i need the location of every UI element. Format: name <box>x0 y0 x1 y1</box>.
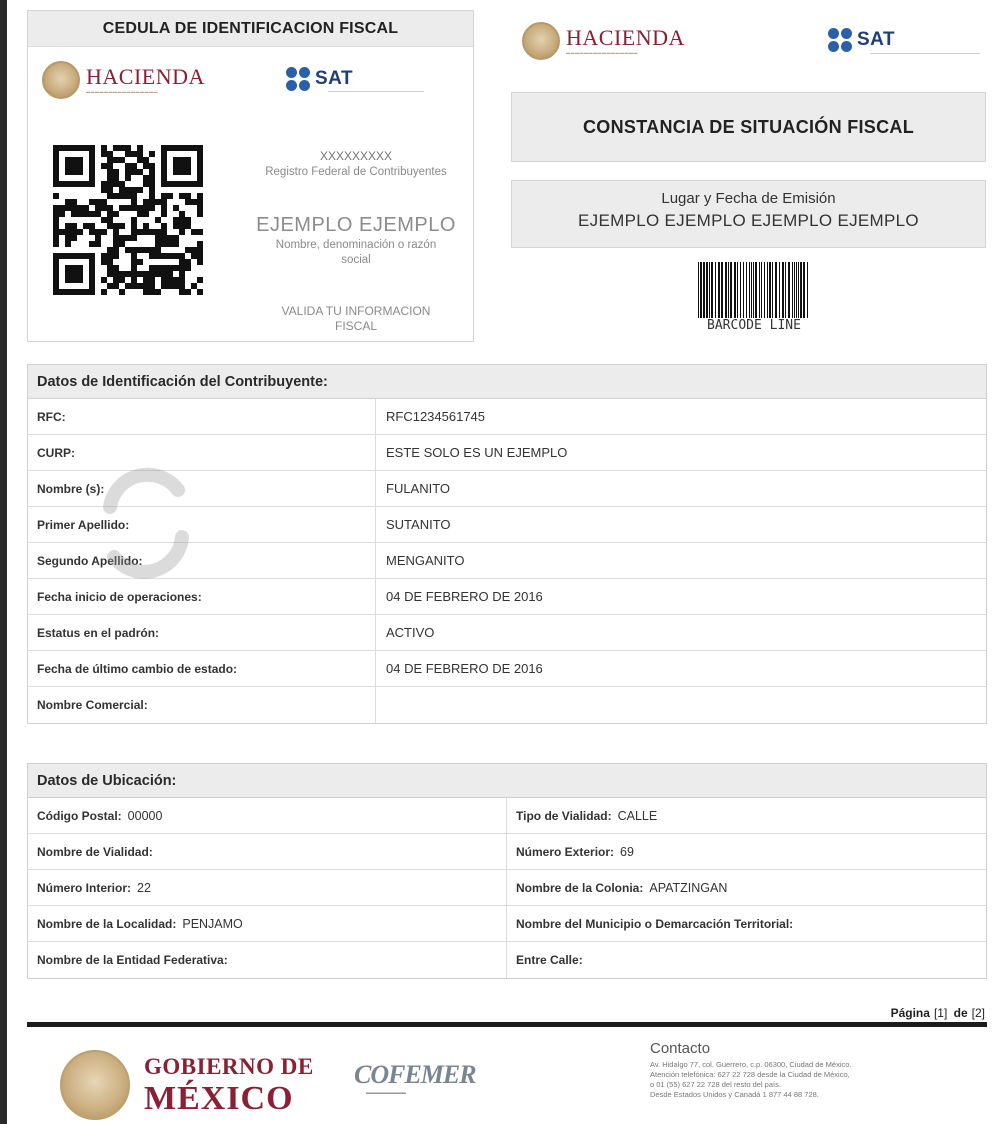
field-label: Entre Calle: <box>516 953 583 967</box>
field-value: 04 DE FEBRERO DE 2016 <box>386 661 543 676</box>
field-value: 69 <box>620 844 634 859</box>
field-value: 22 <box>137 880 151 895</box>
cedula-name: EJEMPLO EJEMPLO <box>256 214 456 236</box>
page-number-label: Página <box>890 1006 930 1020</box>
table-row <box>28 870 986 906</box>
header-hacienda-seal-icon <box>522 22 560 60</box>
field-label: Nombre del Municipio o Demarcación Territorial: <box>516 916 794 931</box>
field-label: Tipo de Vialidad: <box>516 808 612 823</box>
hacienda-seal-icon <box>42 61 80 99</box>
ubicacion-section <box>27 763 987 979</box>
field-label: Fecha inicio de operaciones: <box>28 579 376 614</box>
field-value: RFC1234561745 <box>386 409 486 424</box>
field-value: ESTE SOLO ES UN EJEMPLO <box>386 445 568 460</box>
table-row <box>28 942 986 978</box>
field-value: APATZINGAN <box>649 880 728 895</box>
location-cell <box>507 870 986 905</box>
table-row <box>28 834 986 870</box>
field-label: Estatus en el padrón: <box>28 615 376 650</box>
lugar-fecha-box <box>511 180 986 248</box>
contacto-line: o 01 (55) 627 22 728 del resto del país. <box>650 1080 781 1089</box>
field-label: Primer Apellido: <box>28 507 376 542</box>
field-value: 04 DE FEBRERO DE 2016 <box>386 589 543 604</box>
field-label: CURP: <box>28 435 376 470</box>
gobierno-seal-icon <box>60 1050 130 1120</box>
header-sat-logo <box>828 28 895 52</box>
header-hacienda-logo <box>522 22 685 60</box>
field-label: Fecha de último cambio de estado: <box>28 651 376 686</box>
cedula-name-label-line-1: Nombre, denominación o razón <box>275 239 437 251</box>
page-number <box>891 1006 985 1020</box>
identificacion-heading: Datos de Identificación del Contribuyente: <box>28 365 986 399</box>
field-label: Nombre de Vialidad: <box>37 844 153 859</box>
cedula-card <box>27 10 474 342</box>
header-sat-dots-icon <box>828 28 852 52</box>
cedula-rfc-label: Registro Federal de Contribuyentes <box>265 166 447 178</box>
cofemer-logo <box>354 1060 476 1096</box>
contacto-block <box>650 1040 990 1100</box>
location-cell <box>507 906 986 941</box>
sat-wordmark: SAT <box>315 68 354 89</box>
location-cell <box>28 906 507 941</box>
header-hacienda-wordmark: HACIENDA <box>566 25 685 50</box>
field-label: Nombre de la Entidad Federativa: <box>37 953 228 967</box>
sat-dots-icon <box>286 67 310 91</box>
field-label: Nombre de la Localidad: <box>37 916 177 931</box>
field-label: Número Interior: <box>37 880 132 895</box>
field-label: Nombre Comercial: <box>28 687 376 723</box>
location-cell <box>28 942 507 978</box>
gobierno-wordmark-1: GOBIERNO DE <box>144 1054 314 1079</box>
field-value: FULANITO <box>386 481 451 496</box>
qr-code-icon <box>52 145 204 295</box>
page-number-of: de <box>953 1006 968 1020</box>
table-row <box>28 798 986 834</box>
constancia-title: CONSTANCIA DE SITUACIÓN FISCAL <box>511 92 986 162</box>
field-label: Código Postal: <box>37 808 122 823</box>
cedula-rfc: XXXXXXXXX <box>319 149 393 163</box>
location-cell <box>507 942 986 978</box>
watermark-refresh-icon <box>90 452 200 592</box>
sat-logo <box>286 67 353 91</box>
field-value: ACTIVO <box>386 625 435 640</box>
barcode-text: BARCODE LINE <box>707 318 801 333</box>
location-cell <box>507 798 986 833</box>
location-cell <box>28 870 507 905</box>
lugar-fecha-value: EJEMPLO EJEMPLO EJEMPLO EJEMPLO <box>578 211 919 230</box>
cofemer-tagline-decoration: ▬▬▬▬▬▬▬▬ <box>366 1090 406 1096</box>
cedula-title: CEDULA DE IDENTIFICACION FISCAL <box>28 11 473 47</box>
location-cell <box>507 834 986 869</box>
page-left-edge <box>0 0 7 1124</box>
gobierno-wordmark-2: MÉXICO <box>144 1080 294 1117</box>
field-value: CALLE <box>617 808 658 823</box>
contacto-line: Desde Estados Unidos y Canadá 1 877 44 88 728. <box>650 1090 819 1099</box>
field-label: Nombre (s): <box>28 471 376 506</box>
valida-line-1: VALIDA TU INFORMACION <box>281 304 431 318</box>
location-cell <box>28 834 507 869</box>
contacto-line: Av. Hidalgo 77, col. Guerrero, c.p. 06300, Ciudad de México. <box>650 1060 852 1069</box>
page-number-total: [2] <box>971 1006 985 1020</box>
table-row <box>28 906 986 942</box>
field-value: 00000 <box>127 808 163 823</box>
table-row <box>28 687 986 723</box>
barcode-icon <box>698 262 808 318</box>
cedula-name-label <box>236 238 476 268</box>
field-label: Segundo Apellido: <box>28 543 376 578</box>
ubicacion-heading: Datos de Ubicación: <box>28 764 986 798</box>
page-number-current: [1] <box>933 1006 948 1020</box>
contacto-title: Contacto <box>650 1040 711 1057</box>
header-sat-wordmark: SAT <box>857 29 896 50</box>
valida-line-2: FISCAL <box>334 319 377 333</box>
contacto-line: Atención telefónica: 627 22 728 desde la Ciudad de México, <box>650 1070 850 1079</box>
field-label: Número Exterior: <box>516 844 615 859</box>
lugar-fecha-label: Lugar y Fecha de Emisión <box>661 190 836 207</box>
table-row <box>28 651 986 687</box>
location-cell <box>28 798 507 833</box>
cedula-name-label-line-2: social <box>341 254 371 266</box>
footer-divider <box>27 1022 987 1027</box>
field-value: SUTANITO <box>386 517 451 532</box>
table-row <box>28 399 986 435</box>
sat-tagline-decoration <box>328 91 424 92</box>
table-row <box>28 615 986 651</box>
field-value: PENJAMO <box>182 916 243 931</box>
field-label: Nombre de la Colonia: <box>516 880 644 895</box>
hacienda-wordmark: HACIENDA <box>86 64 205 89</box>
hacienda-logo <box>42 61 205 99</box>
header-sat-tagline-decoration <box>870 53 980 54</box>
field-label: RFC: <box>28 399 376 434</box>
hacienda-tagline-decoration: ▬▬▬▬▬▬▬▬▬▬▬▬▬▬▬▬ <box>86 89 158 94</box>
valida-info-link[interactable] <box>236 304 476 334</box>
gobierno-logo <box>60 1050 314 1120</box>
cofemer-wordmark: COFEMER <box>354 1060 476 1089</box>
header-hacienda-tagline-decoration: ▬▬▬▬▬▬▬▬▬▬▬▬▬▬▬▬ <box>566 50 638 55</box>
field-value: MENGANITO <box>386 553 465 568</box>
